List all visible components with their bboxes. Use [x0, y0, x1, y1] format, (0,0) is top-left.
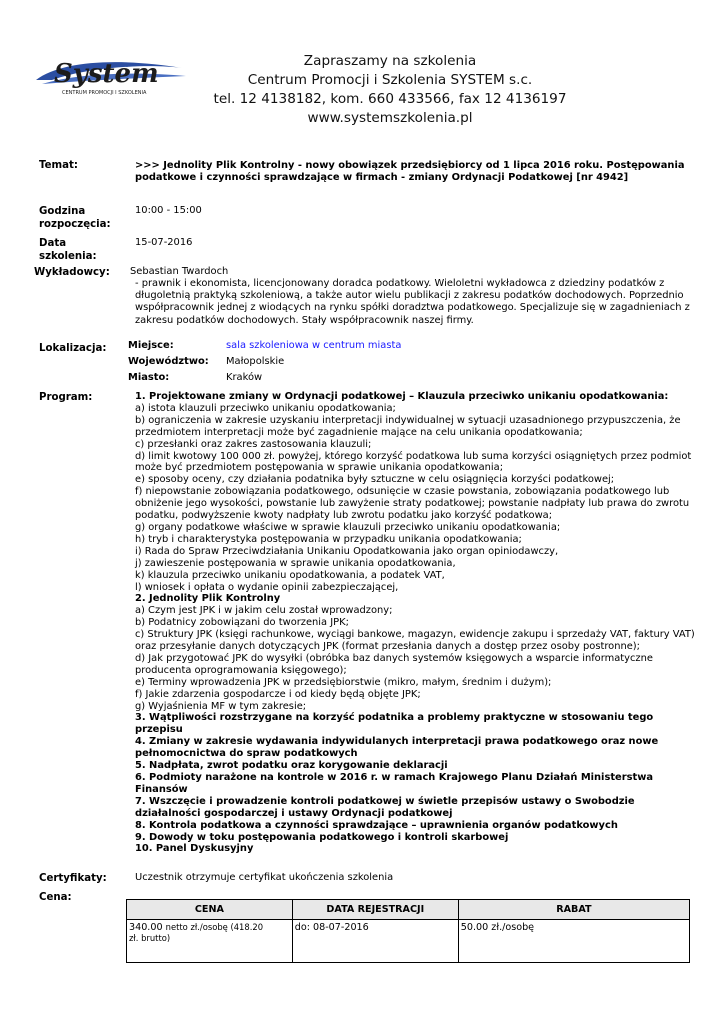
program-item: g) organy podatkowe właściwe w sprawie klauzuli przeciwko unikaniu opodatkowania; [135, 521, 561, 533]
program-section-heading: 3. Wątpliwości rozstrzygane na korzyść podatnika a problemy praktyczne w stosowaniu tego przepisu [135, 712, 654, 736]
program-section-heading: 9. Dowody w toku postępowania podatkowego i kontroli skarbowej [135, 831, 509, 843]
city-value: Kraków [226, 372, 263, 383]
start-time-label-2: rozpoczęcia: [39, 219, 111, 230]
certificates-value: Uczestnik otrzymuje certyfikat ukończenia szkolenia [135, 872, 394, 883]
col-price: CENA [127, 900, 293, 920]
program-section-heading: 6. Podmioty narażone na kontrole w 2016 r. w ramach Krajowego Planu Działań Ministerstwa Finansów [135, 772, 653, 795]
venue-link[interactable]: sala szkoleniowa w centrum miasta [226, 340, 402, 351]
program-list [135, 391, 695, 855]
program-section-heading: 1. Projektowane zmiany w Ordynacji podatkowej – Klauzula przeciwko unikaniu opodatkowania: [135, 391, 669, 402]
program-item: d) Jak przygotować JPK do wysyłki (obróbka baz danych systemów księgowych a wsparcie informatyczne producenta oprogramowania księgowego); [135, 652, 653, 676]
program-item: c) przesłanki oraz zakres zastosowania klauzuli; [135, 438, 372, 450]
lecturer-name: Sebastian Twardoch [130, 266, 229, 277]
lecturer-bio: - prawnik i ekonomista, licencjonowany doradca podatkowy. Wieloletni wykładowca z dziedziny podatków z długoletnią praktyką szkoleniową, a także autor wielu publikacji z zakresu podatków dochodowych. Poprzednio współpracownik jednej z wiodących na rynku spółki doradztwa podatkowego. Specjalizuje się w zagadnieniach z zakresu podatków dochodowych. Stały współpracownik naszej firmy. [135, 278, 690, 326]
program-section-heading: 5. Nadpłata, zwrot podatku oraz korygowanie deklaracji [135, 760, 448, 772]
program-section-heading: 8. Kontrola podatkowa a czynności sprawdzające – uprawnienia organów podatkowych [135, 819, 618, 831]
voivodeship-key: Województwo: [128, 356, 209, 367]
program-item: l) wniosek i opłata o wydanie opinii zabezpieczającej, [135, 581, 399, 593]
price-cell [127, 920, 293, 963]
program-item: f) Jakie zdarzenia gospodarcze i od kiedy będą objęte JPK; [135, 688, 421, 700]
program-section-heading: 7. Wszczęcie i prowadzenie kontroli podatkowej w świetle przepisów ustawy o Swobodzie działalności gospodarczej i ustawy Ordynacji podatkowej [135, 795, 635, 819]
program-section-heading: 2. Jednolity Plik Kontrolny [135, 593, 281, 605]
program-section-heading: 4. Zmiany w zakresie wydawania indywidulanych interpretacji prawa podatkowego oraz nowe pełnomocnictwa do spraw podatkowych [135, 736, 659, 760]
city-key: Miasto: [128, 372, 170, 383]
program-item: h) tryb i charakterystyka postępowania w przypadku unikania opodatkowania; [135, 533, 522, 545]
price-table-row [127, 920, 690, 963]
col-registration-date: DATA REJESTRACJI [292, 900, 458, 920]
logo-subtitle: CENTRUM PROMOCJI I SZKOLENIA [62, 90, 147, 96]
venue-key: Miejsce: [128, 340, 174, 351]
program-item: e) Terminy wprowadzenia JPK w przedsiębiorstwie (mikro, małym, średnim i dużym); [135, 676, 552, 688]
certificates-label: Certyfikaty: [39, 873, 107, 884]
discount-cell: 50.00 zł./osobę [458, 920, 689, 963]
col-discount: RABAT [458, 900, 689, 920]
program-item: a) istota klauzuli przeciwko unikaniu opodatkowania; [135, 402, 396, 414]
program-item: j) zawieszenie postępowania w sprawie unikania opodatkowania, [135, 557, 456, 569]
price-label: Cena: [39, 892, 72, 903]
program-item: f) niepowstanie zobowiązania podatkowego, odsunięcie w czasie powstania, zobowiązania podatkowego lub obniżenie jego wysokości, powstanie lub zawyżenie straty podatkowej; powstanie nadpłaty lub prawa do zwrotu podatku, podwyższenie kwoty nadpłaty lub zwrotu podatku jako korzyść podatkowa; [135, 486, 690, 522]
date-label-1: Data [39, 238, 67, 249]
program-item: c) Struktury JPK (księgi rachunkowe, wyciągi bankowe, magazyn, ewidencje zakupu i sprzedaży VAT, faktury VAT) oraz przesyłanie danych dotyczących JPK (format przesłania danych a dostęp przez osoby postronne); [135, 629, 695, 653]
program-item: a) Czym jest JPK i w jakim celu został wprowadzony; [135, 605, 393, 617]
topic-value: >>> Jednolity Plik Kontrolny - nowy obowiązek przedsiębiorcy od 1 lipca 2016 roku. Postępowania podatkowe i czynności sprawdzające w firmach - zmiany Ordynacji Podatkowej [nr 4942] [135, 160, 685, 184]
date-label [39, 237, 97, 263]
start-time-value: 10:00 - 15:00 [135, 205, 202, 216]
start-time-label-1: Godzina [39, 206, 86, 217]
price-table [126, 899, 690, 963]
program-section-heading: 10. Panel Dyskusyjny [135, 843, 254, 855]
lecturers-label: Wykładowcy: [34, 267, 110, 278]
program-item: e) sposoby oceny, czy działania podatnika były sztuczne w celu osiągnięcia korzyści podatkowej; [135, 474, 615, 486]
header-contact [175, 52, 605, 128]
program-label: Program: [39, 392, 93, 403]
location-label: Lokalizacja: [39, 343, 107, 354]
price-amount: 340.00 [129, 922, 163, 933]
header-line-invite: Zapraszamy na szkolenia [303, 53, 477, 69]
program-item: i) Rada do Spraw Przeciwdziałania Unikaniu Opodatkowania jako organ opiniodawczy, [135, 545, 559, 557]
price-brutto: zł. brutto) [129, 933, 171, 943]
registration-date-cell: do: 08-07-2016 [292, 920, 458, 963]
price-netto: netto zł./osobę (418.20 [165, 922, 264, 932]
header-line-company: Centrum Promocji i Szkolenia SYSTEM s.c. [247, 72, 533, 88]
program-item: k) klauzula przeciwko unikaniu opodatkowania, a podatek VAT, [135, 569, 445, 581]
header-line-phone: tel. 12 4138182, kom. 660 433566, fax 12 4136197 [213, 91, 567, 107]
date-value: 15-07-2016 [135, 237, 193, 248]
program-item: b) Podatnicy zobowiązani do tworzenia JPK; [135, 617, 349, 629]
start-time-label [39, 205, 111, 231]
program-item: b) ograniczenia w zakresie uzyskaniu interpretacji indywidualnej w sytuacji uzasadnionego przypuszczenia, że przedmiotem interpretacji może być zagadnienie mające na celu unikania opodatkowania; [135, 414, 681, 438]
price-table-header [127, 900, 690, 920]
program-item: g) Wyjaśnienia MF w tym zakresie; [135, 700, 307, 712]
page-header [0, 50, 725, 130]
system-logo [32, 50, 190, 100]
header-line-website[interactable]: www.systemszkolenia.pl [307, 110, 473, 126]
program-item: d) limit kwotowy 100 000 zł. powyżej, którego korzyść podatkowa lub suma korzyści osiągniętych przez podmiot może być przedmiotem postępowania w sprawie unikania opodatkowania; [135, 450, 692, 474]
voivodeship-value: Małopolskie [226, 356, 285, 367]
date-label-2: szkolenia: [39, 251, 97, 262]
topic-label: Temat: [39, 160, 78, 171]
logo-wordmark: System [54, 59, 159, 89]
